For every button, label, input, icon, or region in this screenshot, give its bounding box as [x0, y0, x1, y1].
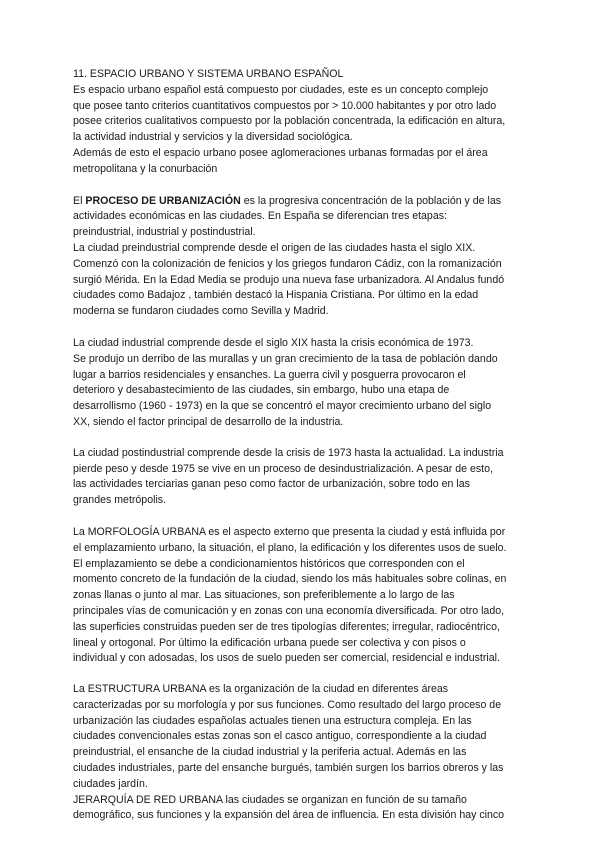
text-line: deterioro y desabastecimiento de las ciudades, sin embargo, hubo una etapa de: [73, 384, 450, 397]
text-line: momento concreto de la fundación de la ciudad, siendo los más habituales sobre colinas, en: [73, 573, 507, 586]
text-line: XX, siendo el factor principal de desarrollo de la industria.: [73, 415, 344, 428]
text-fragment: es la progresiva concentración de la población y de las: [240, 194, 502, 207]
text-line: el emplazamiento urbano, la situación, el plano, la edificación y los diferentes usos de suelo.: [73, 541, 507, 554]
text-line: El emplazamiento se debe a condicionamientos históricos que corresponden con el: [73, 557, 465, 570]
text-line: ciudades jardín.: [73, 777, 148, 790]
section-industrial-city: [73, 336, 533, 431]
text-line: las actividades terciarias ganan peso como factor de urbanización, sobre todo en las: [73, 478, 470, 491]
section-postindustrial-city: [73, 446, 533, 509]
section-urban-structure: [73, 682, 533, 824]
text-line: desarrollismo (1960 - 1973) en la que se concentró el mayor crecimiento urbano del siglo: [73, 400, 492, 413]
text-line: Es espacio urbano español está compuesto por ciudades, este es un concepto complejo: [73, 83, 489, 96]
text-line: Comenzó con la colonización de fenicios y los griegos fundaron Cádiz, con la romanización: [73, 257, 502, 270]
text-line: surgió Mérida. En la Edad Media se produjo una nueva fase urbanizadora. Al Andalus fundó: [73, 273, 505, 286]
text-line: ciudades como Badajoz , también destacó la Hispania Cristiana. Por último en la edad: [73, 289, 479, 302]
section-intro: [73, 67, 533, 178]
text-line: pierde peso y desde 1975 se vive en un proceso de desindustrialización. A pesar de esto,: [73, 462, 493, 475]
text-line: actividades económicas en las ciudades. En España se diferencian tres etapas:: [73, 210, 447, 223]
text-line: posee criterios cualitativos compuesto por la población concentrada, la edificación en altura,: [73, 115, 506, 128]
text-line: individual y con adosadas, los usos de suelo pueden ser comercial, residencial e industrial.: [73, 652, 500, 665]
text-line: preindustrial, el ensanche de la ciudad industrial y la periferia actual. Además en las: [73, 746, 467, 759]
text-line: caracterizadas por su morfología y por sus funciones. Como resultado del largo proceso de: [73, 698, 502, 711]
text-line: lugar a barrios residenciales y ensanches. La guerra civil y posguerra provocaron el: [73, 368, 466, 381]
text-line: lineal y ortogonal. Por último la edificación urbana puede ser colectiva y con pisos o: [73, 636, 466, 649]
text-line: La ESTRUCTURA URBANA es la organización de la ciudad en diferentes áreas: [73, 683, 449, 696]
heading-term: PROCESO DE URBANIZACIÓN: [85, 194, 241, 207]
text-line: urbanización las ciudades españolas actuales tienen una estructura compleja. En las: [73, 714, 472, 727]
section-urbanization-process: [73, 194, 533, 320]
text-line: Además de esto el espacio urbano posee aglomeraciones urbanas formadas por el área: [73, 146, 488, 159]
text-line: la actividad industrial y servicios y la diversidad sociológica.: [73, 131, 353, 144]
text-line: ciudades industriales, parte del ensanche burgués, también surgen los barrios obreros y las: [73, 762, 504, 775]
text-line: zonas llanas o junto al mar. Las situaciones, son preferiblemente a lo largo de las: [73, 589, 455, 602]
section-urban-morphology: [73, 525, 533, 667]
text-line: La ciudad industrial comprende desde el siglo XIX hasta la crisis económica de 1973.: [73, 336, 474, 349]
text-line: moderna se fundaron ciudades como Sevilla y Madrid.: [73, 305, 329, 318]
text-line: principales vías de comunicación y en zonas con una economía diversificada. Por otro lado,: [73, 604, 505, 617]
text-fragment: El: [73, 194, 86, 207]
text-line: ciudades convencionales estas zonas son el casco antiguo, correspondiente a la ciudad: [73, 730, 487, 743]
text-line: las superficies construidas pueden ser de tres tipologías diferentes; irregular, radiocéntrico,: [73, 620, 500, 633]
text-line: La ciudad postindustrial comprende desde la crisis de 1973 hasta la actualidad. La industria: [73, 446, 504, 459]
text-line: demográfico, sus funciones y la expansión del área de influencia. En esta división hay cinco: [73, 809, 505, 822]
text-line: [73, 194, 533, 210]
text-line: La MORFOLOGÍA URBANA es el aspecto externo que presenta la ciudad y está influida por: [73, 525, 506, 538]
text-line: La ciudad preindustrial comprende desde el origen de las ciudades hasta el siglo XIX.: [73, 241, 476, 254]
text-line: grandes metrópolis.: [73, 494, 167, 507]
text-line: JERARQUÍA DE RED URBANA las ciudades se organizan en función de su tamaño: [73, 793, 467, 806]
document-page: [73, 67, 533, 824]
document-title: 11. ESPACIO URBANO Y SISTEMA URBANO ESPAÑOL: [73, 68, 344, 80]
text-line: preindustrial, industrial y postindustrial.: [73, 226, 256, 239]
text-line: que posee tanto criterios cuantitativos compuestos por > 10.000 habitantes y por otro lado: [73, 99, 497, 112]
text-line: metropolitana y la conurbación: [73, 162, 218, 175]
text-line: Se produjo un derribo de las murallas y un gran crecimiento de la tasa de población dando: [73, 352, 498, 365]
